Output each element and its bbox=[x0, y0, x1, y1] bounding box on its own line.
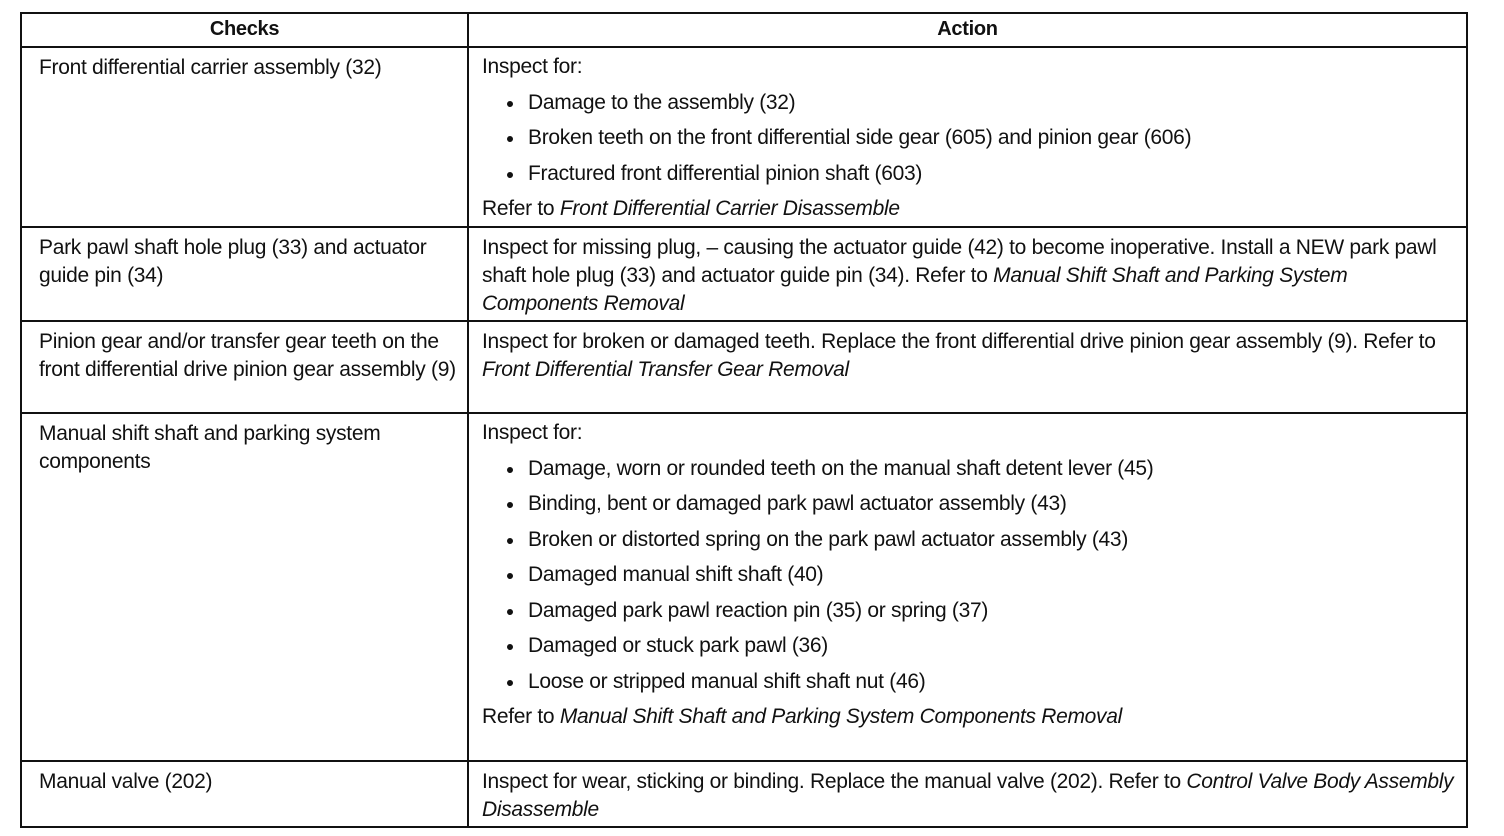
bullet-item: Broken teeth on the front differential side gear (605) and pinion gear (606) bbox=[482, 120, 1466, 156]
checks-table bbox=[20, 12, 1468, 828]
refer-link[interactable]: Control Valve Body Assembly Disassemble bbox=[482, 770, 1454, 821]
bullet-item: Loose or stripped manual shift shaft nut (46) bbox=[482, 664, 1466, 700]
table-header bbox=[22, 14, 1466, 46]
header-checks: Checks bbox=[22, 14, 469, 46]
action-cell bbox=[469, 414, 1466, 760]
bullet-item: Damaged manual shift shaft (40) bbox=[482, 557, 1466, 593]
table-row bbox=[22, 760, 1466, 826]
header-action: Action bbox=[937, 18, 998, 40]
table-row bbox=[22, 320, 1466, 412]
check-cell: Front differential carrier assembly (32) bbox=[22, 48, 469, 226]
refer-line: Refer to Front Differential Carrier Disassemble bbox=[482, 197, 900, 220]
table-row bbox=[22, 412, 1466, 760]
bullet-item: Binding, bent or damaged park pawl actuator assembly (43) bbox=[482, 486, 1466, 522]
action-intro: Inspect for: bbox=[482, 55, 583, 78]
bullet-item: Damaged park pawl reaction pin (35) or spring (37) bbox=[482, 593, 1466, 629]
check-cell: Manual shift shaft and parking system components bbox=[22, 414, 469, 760]
check-cell: Park pawl shaft hole plug (33) and actuator guide pin (34) bbox=[22, 228, 469, 320]
bullet-item: Damaged or stuck park pawl (36) bbox=[482, 628, 1466, 664]
refer-line: Refer to Manual Shift Shaft and Parking System Components Removal bbox=[482, 705, 1123, 728]
refer-link[interactable]: Front Differential Transfer Gear Removal bbox=[482, 358, 849, 381]
refer-link[interactable]: Manual Shift Shaft and Parking System Components Removal bbox=[559, 705, 1123, 728]
check-cell: Pinion gear and/or transfer gear teeth on the front differential drive pinion gear assembly (9) bbox=[22, 322, 469, 412]
check-cell: Manual valve (202) bbox=[22, 762, 469, 826]
action-cell bbox=[469, 48, 1466, 226]
table-row bbox=[22, 46, 1466, 226]
bullet-item: Fractured front differential pinion shaft (603) bbox=[482, 156, 1466, 192]
action-intro: Inspect for: bbox=[482, 421, 583, 444]
action-cell: Inspect for missing plug, – causing the actuator guide (42) to become inoperative. Install a NEW park pawl shaft hole plug (33) and actuator guide pin (34). Refer to Manual Shift Shaft and Parking System Components Removal bbox=[482, 236, 1437, 315]
bullet-item: Broken or distorted spring on the park pawl actuator assembly (43) bbox=[482, 522, 1466, 558]
refer-link[interactable]: Front Differential Carrier Disassemble bbox=[559, 197, 900, 220]
table-row bbox=[22, 226, 1466, 320]
bullet-item: Damage, worn or rounded teeth on the manual shaft detent lever (45) bbox=[482, 451, 1466, 487]
bullet-item: Damage to the assembly (32) bbox=[482, 85, 1466, 121]
action-cell: Inspect for wear, sticking or binding. Replace the manual valve (202). Refer to Control Valve Body Assembly Disassemble bbox=[482, 770, 1454, 821]
action-cell: Inspect for broken or damaged teeth. Replace the front differential drive pinion gear assembly (9). Refer to Front Differential Transfer Gear Removal bbox=[482, 330, 1436, 381]
refer-link[interactable]: Manual Shift Shaft and Parking System Components Removal bbox=[482, 264, 1348, 315]
